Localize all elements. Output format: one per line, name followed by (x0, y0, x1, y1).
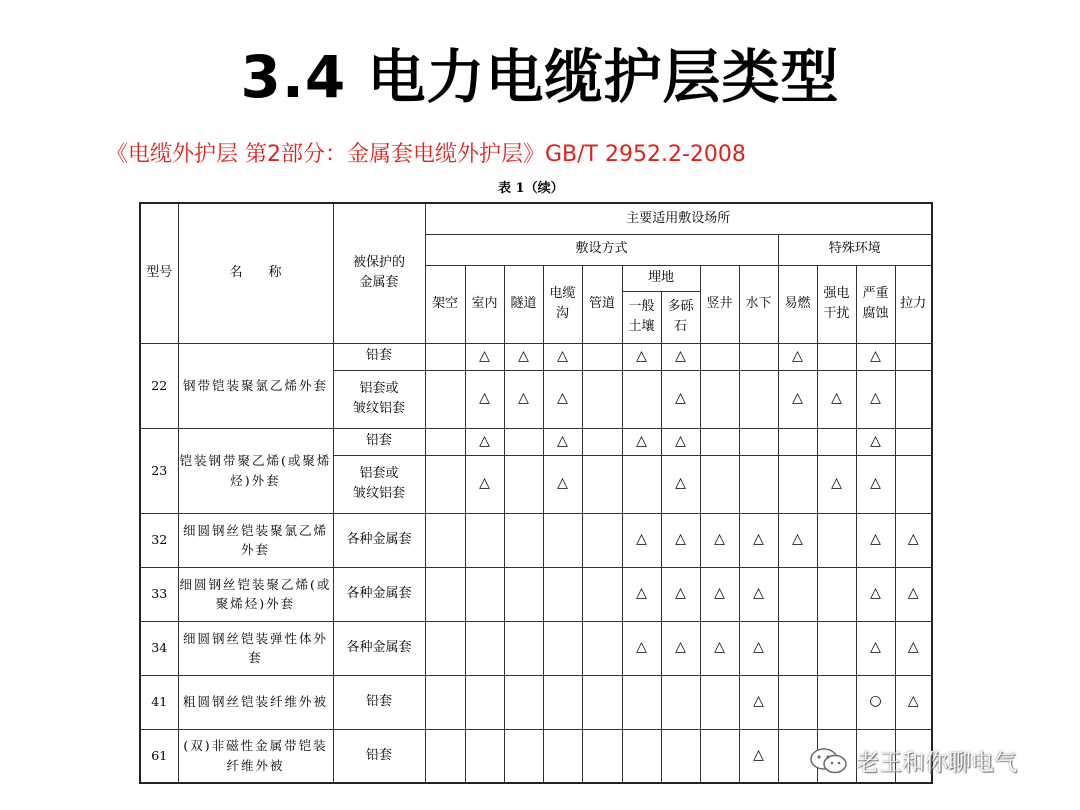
suitability-mark: △ (817, 370, 856, 428)
model-name: 铠装钢带聚乙烯(或聚烯烃)外套 (178, 428, 333, 513)
suitability-mark (504, 729, 543, 783)
suitability-mark: △ (817, 455, 856, 513)
header-model: 型号 (140, 203, 178, 343)
suitability-mark (817, 513, 856, 567)
suitability-mark: △ (543, 370, 582, 428)
table-row (140, 675, 932, 729)
suitability-mark (582, 455, 622, 513)
suitability-mark (700, 729, 739, 783)
header-col: 竖井 (700, 265, 739, 343)
suitability-mark (425, 567, 465, 621)
table-row (140, 343, 932, 370)
suitability-mark: △ (543, 343, 582, 370)
suitability-mark (778, 675, 817, 729)
suitability-mark: △ (700, 513, 739, 567)
suitability-mark (504, 428, 543, 455)
header-col: 多砾 石 (661, 291, 700, 343)
suitability-mark: △ (856, 513, 895, 567)
model-code: 22 (140, 343, 178, 428)
header-col: 电缆 沟 (543, 265, 582, 343)
suitability-mark: △ (504, 370, 543, 428)
model-code: 33 (140, 567, 178, 621)
model-name: 细圆钢丝铠装聚氯乙烯外套 (178, 513, 333, 567)
suitability-mark (425, 428, 465, 455)
suitability-mark (661, 729, 700, 783)
model-name: 细圆钢丝铠装弹性体外套 (178, 621, 333, 675)
header-col: 隧道 (504, 265, 543, 343)
header-col: 管道 (582, 265, 622, 343)
suitability-mark (739, 455, 778, 513)
suitability-mark (582, 621, 622, 675)
suitability-mark (425, 675, 465, 729)
header-protected-sheath: 被保护的 金属套 (333, 203, 425, 343)
suitability-mark (622, 675, 661, 729)
suitability-mark (543, 513, 582, 567)
header-col: 室内 (465, 265, 504, 343)
suitability-mark: △ (661, 370, 700, 428)
sheath-type: 铅套 (333, 428, 425, 455)
suitability-mark: △ (895, 513, 932, 567)
suitability-mark: △ (465, 455, 504, 513)
suitability-mark: △ (465, 428, 504, 455)
suitability-mark (543, 675, 582, 729)
suitability-mark: △ (661, 428, 700, 455)
header-col: 架空 (425, 265, 465, 343)
suitability-mark (425, 513, 465, 567)
suitability-mark: △ (661, 455, 700, 513)
model-code: 41 (140, 675, 178, 729)
suitability-mark (739, 428, 778, 455)
suitability-mark: △ (661, 621, 700, 675)
suitability-mark (661, 675, 700, 729)
model-code: 32 (140, 513, 178, 567)
suitability-mark (895, 370, 932, 428)
suitability-mark: ○ (856, 675, 895, 729)
model-code: 61 (140, 729, 178, 783)
suitability-mark (817, 675, 856, 729)
suitability-mark: △ (700, 621, 739, 675)
suitability-mark (700, 370, 739, 428)
suitability-mark (582, 370, 622, 428)
suitability-mark (543, 567, 582, 621)
header-col: 一般 土壤 (622, 291, 661, 343)
suitability-mark (739, 370, 778, 428)
standard-reference: 《电缆外护层 第2部分：金属套电缆外护层》GB/T 2952.2-2008 (106, 142, 746, 167)
suitability-mark: △ (739, 513, 778, 567)
sheath-type: 铅套 (333, 675, 425, 729)
header-buried: 埋地 (622, 265, 700, 291)
suitability-mark: △ (895, 621, 932, 675)
suitability-mark (817, 567, 856, 621)
suitability-mark (622, 455, 661, 513)
suitability-mark (582, 675, 622, 729)
suitability-mark (465, 675, 504, 729)
suitability-mark (504, 455, 543, 513)
suitability-mark (582, 729, 622, 783)
sheath-type: 铝套或 皱纹铝套 (333, 455, 425, 513)
suitability-mark: △ (622, 567, 661, 621)
suitability-mark (895, 428, 932, 455)
suitability-mark (425, 370, 465, 428)
sheath-type: 铅套 (333, 729, 425, 783)
suitability-mark: △ (543, 455, 582, 513)
suitability-mark (504, 567, 543, 621)
model-name: (双)非磁性金属带铠装纤维外被 (178, 729, 333, 783)
suitability-mark: △ (465, 370, 504, 428)
watermark-text: 老王和你聊电气 (856, 750, 1017, 776)
table-caption: 表 1（续） (498, 181, 564, 196)
suitability-mark: △ (504, 343, 543, 370)
suitability-mark (700, 455, 739, 513)
header-name: 名 称 (178, 203, 333, 343)
suitability-mark: △ (778, 343, 817, 370)
suitability-mark (465, 621, 504, 675)
header-col: 拉力 (895, 265, 932, 343)
slide-title: 3.4 电力电缆护层类型 (240, 43, 840, 111)
suitability-mark (778, 621, 817, 675)
suitability-mark (778, 428, 817, 455)
suitability-mark (465, 729, 504, 783)
cable-sheath-table (139, 202, 933, 784)
model-name: 粗圆钢丝铠装纤维外被 (178, 675, 333, 729)
table-body (140, 343, 932, 783)
suitability-mark (543, 621, 582, 675)
table-row (140, 428, 932, 455)
sheath-type: 各种金属套 (333, 621, 425, 675)
suitability-mark (465, 567, 504, 621)
watermark (808, 744, 1017, 777)
suitability-mark (895, 455, 932, 513)
suitability-mark: △ (622, 513, 661, 567)
header-col: 易燃 (778, 265, 817, 343)
sheath-type: 各种金属套 (333, 513, 425, 567)
suitability-mark: △ (661, 513, 700, 567)
suitability-mark (504, 675, 543, 729)
suitability-mark: △ (739, 675, 778, 729)
suitability-mark (700, 428, 739, 455)
header-laying-method: 敷设方式 (425, 234, 778, 265)
suitability-mark (504, 621, 543, 675)
suitability-mark (582, 513, 622, 567)
suitability-mark (739, 343, 778, 370)
suitability-mark (700, 343, 739, 370)
suitability-mark (425, 455, 465, 513)
suitability-mark: △ (465, 343, 504, 370)
model-code: 34 (140, 621, 178, 675)
suitability-mark (622, 370, 661, 428)
suitability-mark: △ (739, 567, 778, 621)
sheath-type: 铝套或 皱纹铝套 (333, 370, 425, 428)
suitability-mark: △ (700, 567, 739, 621)
suitability-mark (582, 428, 622, 455)
header-col: 水下 (739, 265, 778, 343)
suitability-mark: △ (778, 370, 817, 428)
suitability-mark: △ (622, 428, 661, 455)
header-col: 严重 腐蚀 (856, 265, 895, 343)
suitability-mark (817, 343, 856, 370)
suitability-mark: △ (778, 513, 817, 567)
suitability-mark (817, 428, 856, 455)
suitability-mark (582, 343, 622, 370)
suitability-mark (622, 729, 661, 783)
suitability-mark: △ (856, 567, 895, 621)
suitability-mark (778, 567, 817, 621)
suitability-mark (425, 621, 465, 675)
model-name: 细圆钢丝铠装聚乙烯(或聚烯烃)外套 (178, 567, 333, 621)
suitability-mark: △ (739, 621, 778, 675)
suitability-mark: △ (856, 455, 895, 513)
suitability-mark: △ (622, 621, 661, 675)
table-row (140, 513, 932, 567)
model-code: 23 (140, 428, 178, 513)
model-name: 钢带铠装聚氯乙烯外套 (178, 343, 333, 428)
suitability-mark (504, 513, 543, 567)
suitability-mark (582, 567, 622, 621)
suitability-mark (543, 729, 582, 783)
table-row (140, 621, 932, 675)
suitability-mark: △ (856, 621, 895, 675)
suitability-mark: △ (543, 428, 582, 455)
table-header (140, 203, 932, 343)
suitability-mark (778, 455, 817, 513)
suitability-mark: △ (856, 370, 895, 428)
suitability-mark (425, 343, 465, 370)
suitability-mark: △ (895, 675, 932, 729)
sheath-type: 各种金属套 (333, 567, 425, 621)
suitability-mark (817, 621, 856, 675)
wechat-icon (808, 746, 850, 776)
suitability-mark: △ (856, 343, 895, 370)
suitability-mark: △ (622, 343, 661, 370)
suitability-mark (425, 729, 465, 783)
suitability-mark: △ (661, 567, 700, 621)
suitability-mark: △ (739, 729, 778, 783)
suitability-mark (700, 675, 739, 729)
table-row (140, 567, 932, 621)
sheath-type: 铅套 (333, 343, 425, 370)
header-main-sites: 主要适用敷设场所 (425, 203, 932, 234)
suitability-mark: △ (661, 343, 700, 370)
suitability-mark: △ (895, 567, 932, 621)
header-special-env: 特殊环境 (778, 234, 932, 265)
header-col: 强电 干扰 (817, 265, 856, 343)
suitability-mark: △ (856, 428, 895, 455)
suitability-mark (465, 513, 504, 567)
suitability-mark (895, 343, 932, 370)
